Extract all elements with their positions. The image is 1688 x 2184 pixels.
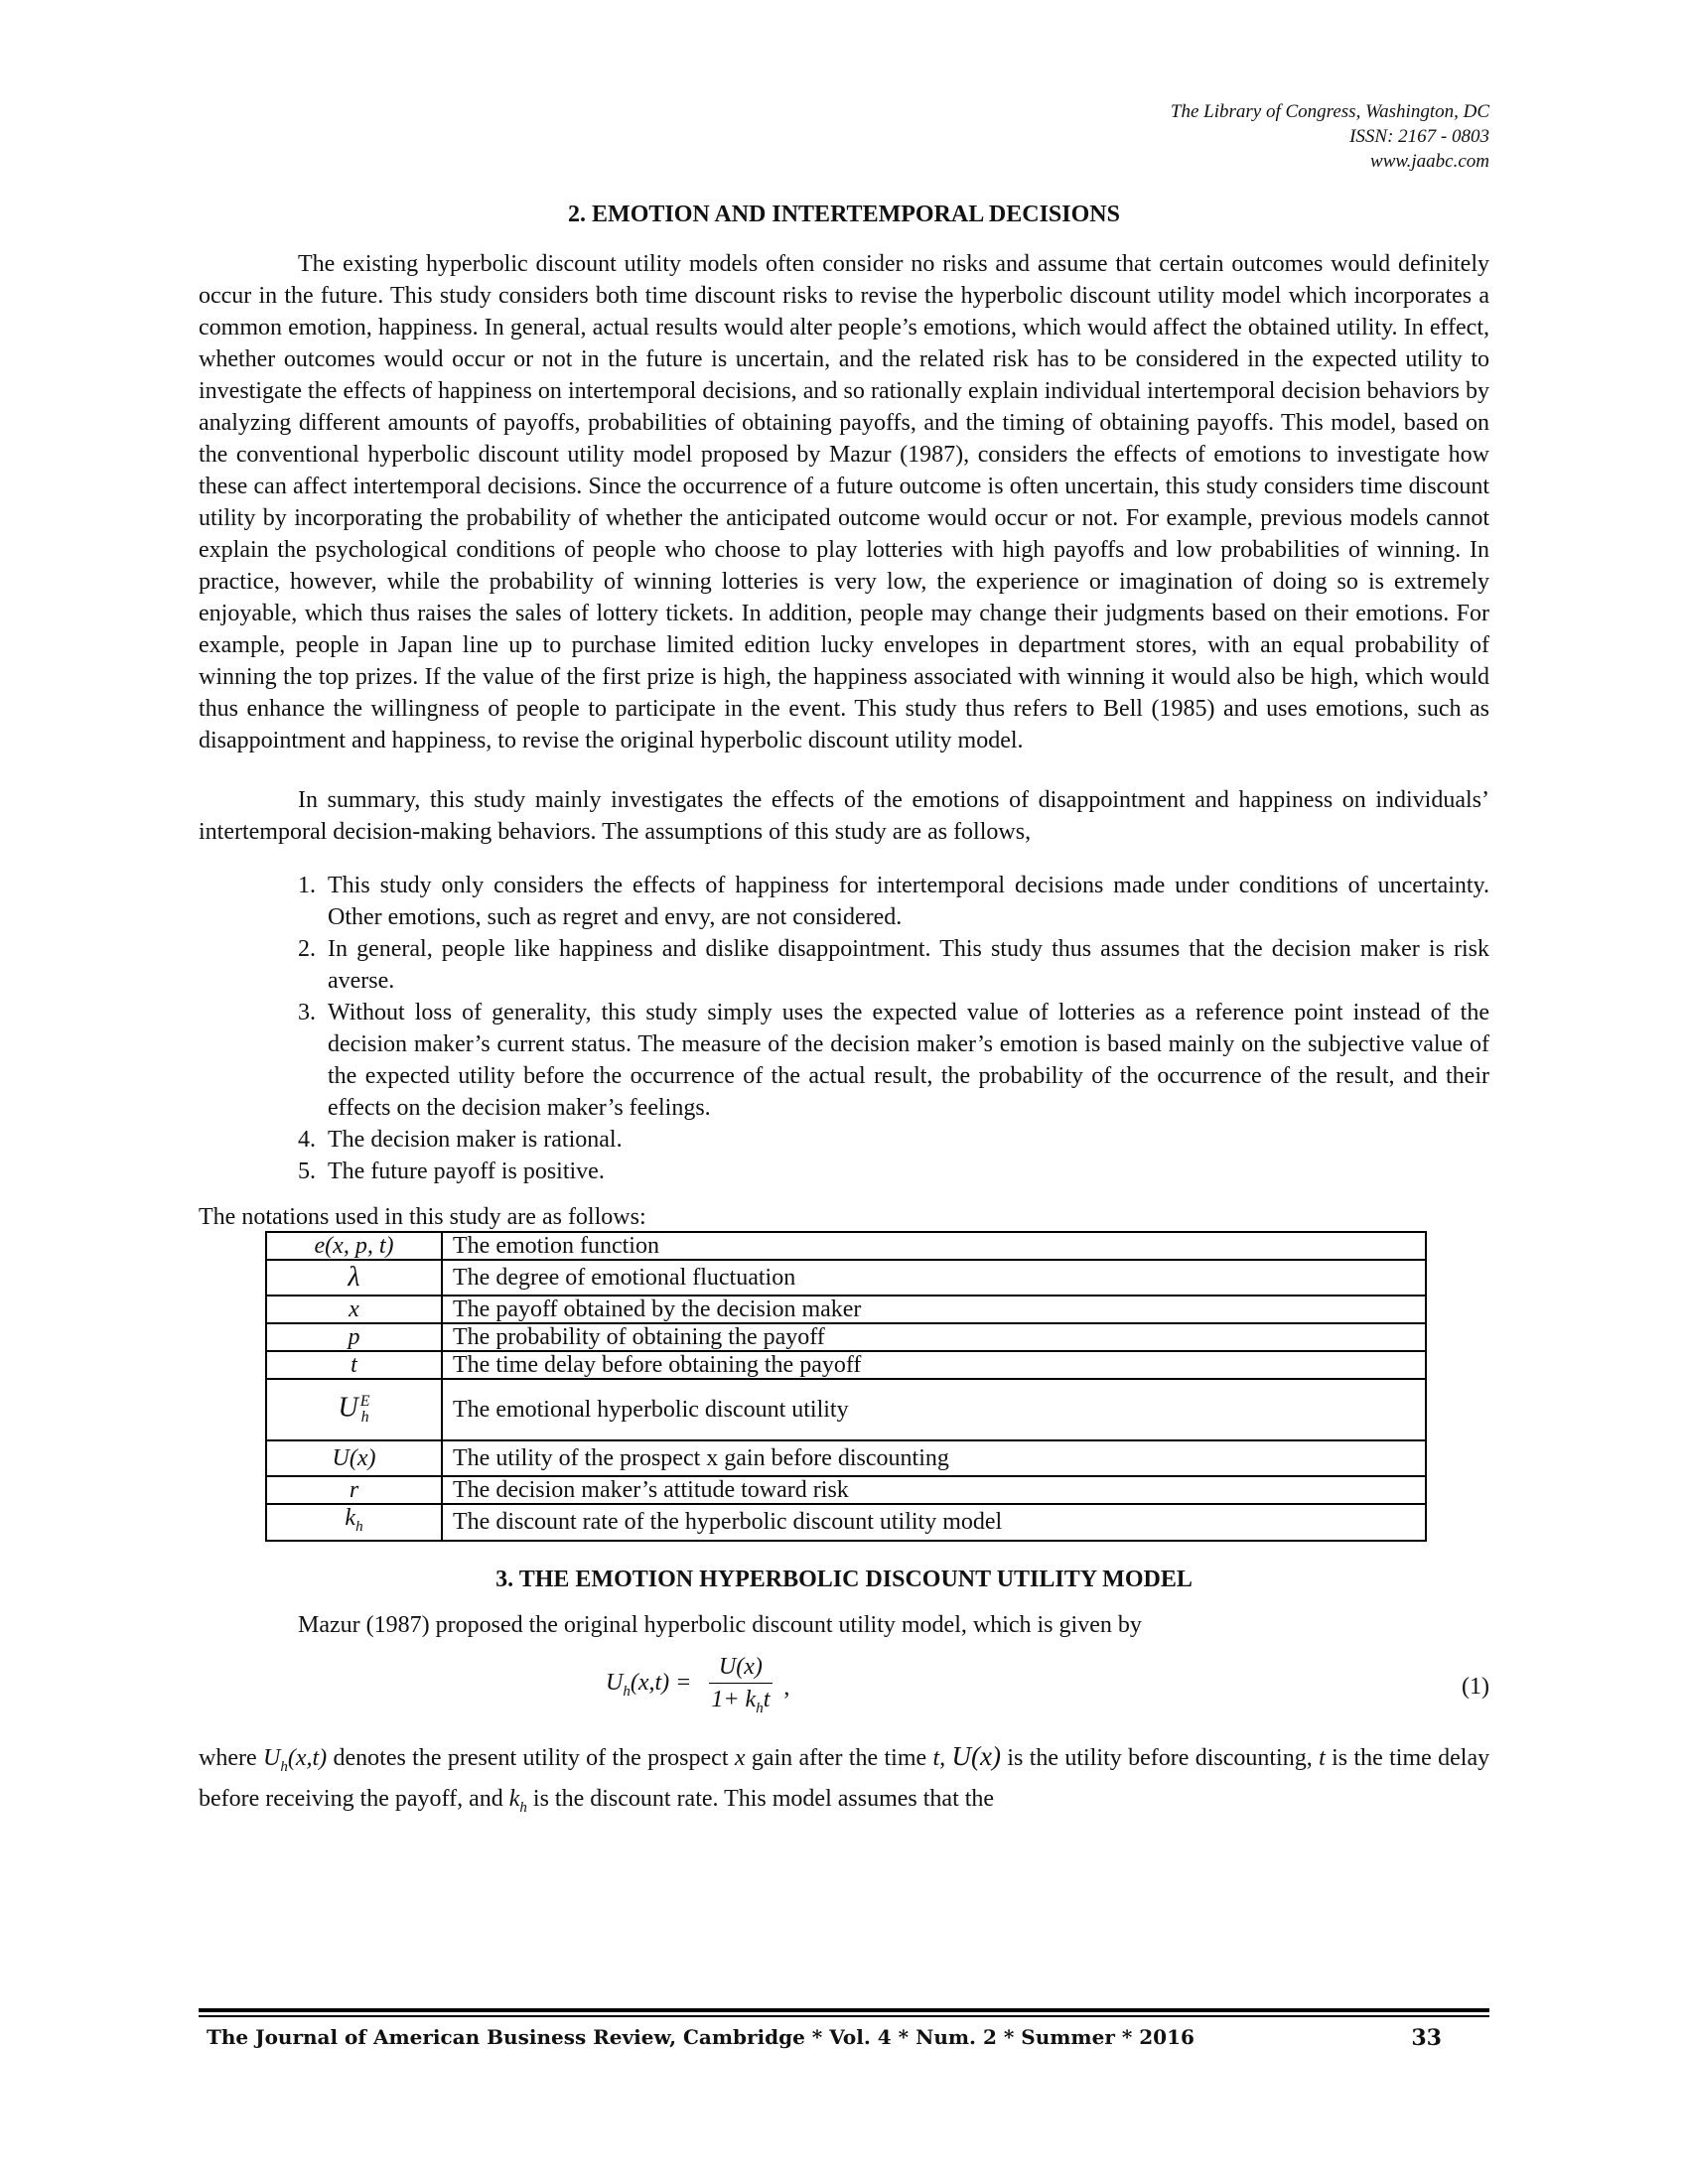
list-item-text: The future payoff is positive. xyxy=(328,1159,605,1184)
list-item xyxy=(298,997,1489,1124)
equation-1 xyxy=(199,1651,1489,1740)
list-item xyxy=(298,933,1489,997)
notation-symbol: U(x) xyxy=(266,1440,442,1476)
table-row xyxy=(266,1351,1426,1379)
notation-description: The emotional hyperbolic discount utility xyxy=(442,1379,1426,1440)
section-2-title: 2. EMOTION AND INTERTEMPORAL DECISIONS xyxy=(568,202,1120,227)
footer-rule-thin xyxy=(199,2015,1489,2017)
equation-number: (1) xyxy=(1462,1673,1489,1700)
list-item-text: Without loss of generality, this study simply uses the expected value of lotteries as a reference point instead of the decision maker’s current status. The measure of the decision maker’s emotion is based mainly on the subjective value of the expected utility before the occurrence of the actual result, the probability of the occurrence of the result, and their effects on the decision maker’s feelings. xyxy=(328,1000,1489,1121)
notation-table xyxy=(265,1231,1427,1542)
running-header xyxy=(1171,99,1489,174)
table-row xyxy=(266,1296,1426,1323)
notation-symbol: r xyxy=(266,1476,442,1504)
notation-symbol: t xyxy=(266,1351,442,1379)
notation-description: The probability of obtaining the payoff xyxy=(442,1323,1426,1351)
list-item-number: 3. xyxy=(298,1000,316,1025)
page-number: 33 xyxy=(1411,2025,1442,2051)
table-row xyxy=(266,1323,1426,1351)
table-row xyxy=(266,1260,1426,1296)
equation-denominator: $1+ k_ht$ xyxy=(711,1686,771,1716)
notation-description: The degree of emotional fluctuation xyxy=(442,1260,1426,1296)
table-row xyxy=(266,1440,1426,1476)
notation-description: The utility of the prospect x gain before discounting xyxy=(442,1440,1426,1476)
section-2-paragraph-1: The existing hyperbolic discount utility models often consider no risks and assume that certain outcomes would definitely occur in the future. This study considers both time discount risks to revise the hyperbolic discount utility model which incorporates a common emotion, happiness. In general, actual results would alter people’s emotions, which would affect the obtained utility. In effect, whether outcomes would occur or not in the future is uncertain, and the related risk has to be considered in the expected utility to investigate the effects of happiness on intertemporal decisions, and so rationally explain individual intertemporal decision behaviors by analyzing different amounts of payoffs, probabilities of obtaining payoffs, and the timing of obtaining payoffs. This model, based on the conventional hyperbolic discount utility model proposed by Mazur (1987), considers the effects of emotions to investigate how these can affect intertemporal decisions. Since the occurrence of a future outcome is often uncertain, this study considers time discount utility by incorporating the probability of whether the anticipated outcome would occur or not. For example, previous models cannot explain the psychological conditions of people who choose to play lotteries with high payoffs and low probabilities of winning. In practice, however, while the probability of winning lotteries is very low, the experience or imagination of doing so is extremely enjoyable, which thus raises the sales of lottery tickets. In addition, people may change their judgments based on their emotions. For example, people in Japan line up to purchase limited edition lucky envelopes in department stores, with an equal probability of winning the top prizes. If the value of the first prize is high, the happiness associated with winning it would also be high, which would thus enhance the willingness of people to participate in the event. This study thus refers to Bell (1985) and uses emotions, such as disappointment and happiness, to revise the original hyperbolic discount utility model. xyxy=(199,251,1489,753)
notation-description: The time delay before obtaining the payoff xyxy=(442,1351,1426,1379)
footer-journal: The Journal of American Business Review, Cambridge * Vol. 4 * Num. 2 * Summer * 2016 xyxy=(207,2025,1195,2049)
equation-trailing-comma: , xyxy=(783,1674,790,1701)
notation-symbol: $k_h$ xyxy=(266,1504,442,1541)
list-item-text: In general, people like happiness and dislike disappointment. This study thus assumes that the decision maker is risk averse. xyxy=(328,936,1489,994)
notation-symbol: x xyxy=(266,1296,442,1323)
header-issn: ISSN: 2167 - 0803 xyxy=(1349,126,1489,147)
notation-symbol: U E h xyxy=(266,1379,442,1440)
notation-description: The decision maker’s attitude toward risk xyxy=(442,1476,1426,1504)
section-3-title: 3. THE EMOTION HYPERBOLIC DISCOUNT UTILITY MODEL xyxy=(495,1566,1193,1592)
notation-description: The discount rate of the hyperbolic discount utility model xyxy=(442,1504,1426,1541)
notation-symbol: e(x, p, t) xyxy=(266,1232,442,1260)
page-content xyxy=(199,199,1489,1823)
list-item xyxy=(298,870,1489,933)
list-item xyxy=(298,1156,1489,1187)
table-row xyxy=(266,1232,1426,1260)
notation-symbol: p xyxy=(266,1323,442,1351)
equation-numerator: U(x) xyxy=(709,1651,773,1684)
equation-fraction xyxy=(701,1651,779,1724)
section-2-paragraph-2: In summary, this study mainly investigates the effects of the emotions of disappointment and happiness on individuals’ intertemporal decision-making behaviors. The assumptions of this study are as follows, xyxy=(199,787,1489,845)
equation-explanation: where $U_h(x,t)$ denotes the present utility of the prospect x gain after the time t, U(x) is the utility before discounting, t is the time delay before receiving the payoff, and $k_h$ is the discount rate. This model assumes that the xyxy=(199,1740,1490,1816)
table-row xyxy=(266,1476,1426,1504)
list-item-text: The decision maker is rational. xyxy=(328,1127,623,1153)
section-3-intro: Mazur (1987) proposed the original hyperbolic discount utility model, which is given by xyxy=(298,1611,1142,1638)
notation-symbol: λ xyxy=(266,1260,442,1296)
equation-body xyxy=(606,1651,789,1724)
list-item-text: This study only considers the effects of happiness for intertemporal decisions made under conditions of uncertainty. Other emotions, such as regret and envy, are not considered. xyxy=(328,873,1489,930)
footer-rule-thick xyxy=(199,2008,1489,2012)
table-row xyxy=(266,1379,1426,1440)
equation-lhs: $U_h(x,t)$ = xyxy=(606,1670,692,1701)
header-library: The Library of Congress, Washington, DC xyxy=(1170,101,1489,122)
notation-description: The payoff obtained by the decision maker xyxy=(442,1296,1426,1323)
list-item-number: 5. xyxy=(298,1159,316,1184)
assumptions-list xyxy=(199,870,1489,1187)
list-item xyxy=(298,1124,1489,1156)
list-item-number: 2. xyxy=(298,936,316,962)
header-website: www.jaabc.com xyxy=(1370,151,1489,172)
list-item-number: 1. xyxy=(298,873,316,898)
list-item-number: 4. xyxy=(298,1127,316,1153)
notation-description: The emotion function xyxy=(442,1232,1426,1260)
table-row xyxy=(266,1504,1426,1541)
notations-intro: The notations used in this study are as follows: xyxy=(199,1204,646,1230)
